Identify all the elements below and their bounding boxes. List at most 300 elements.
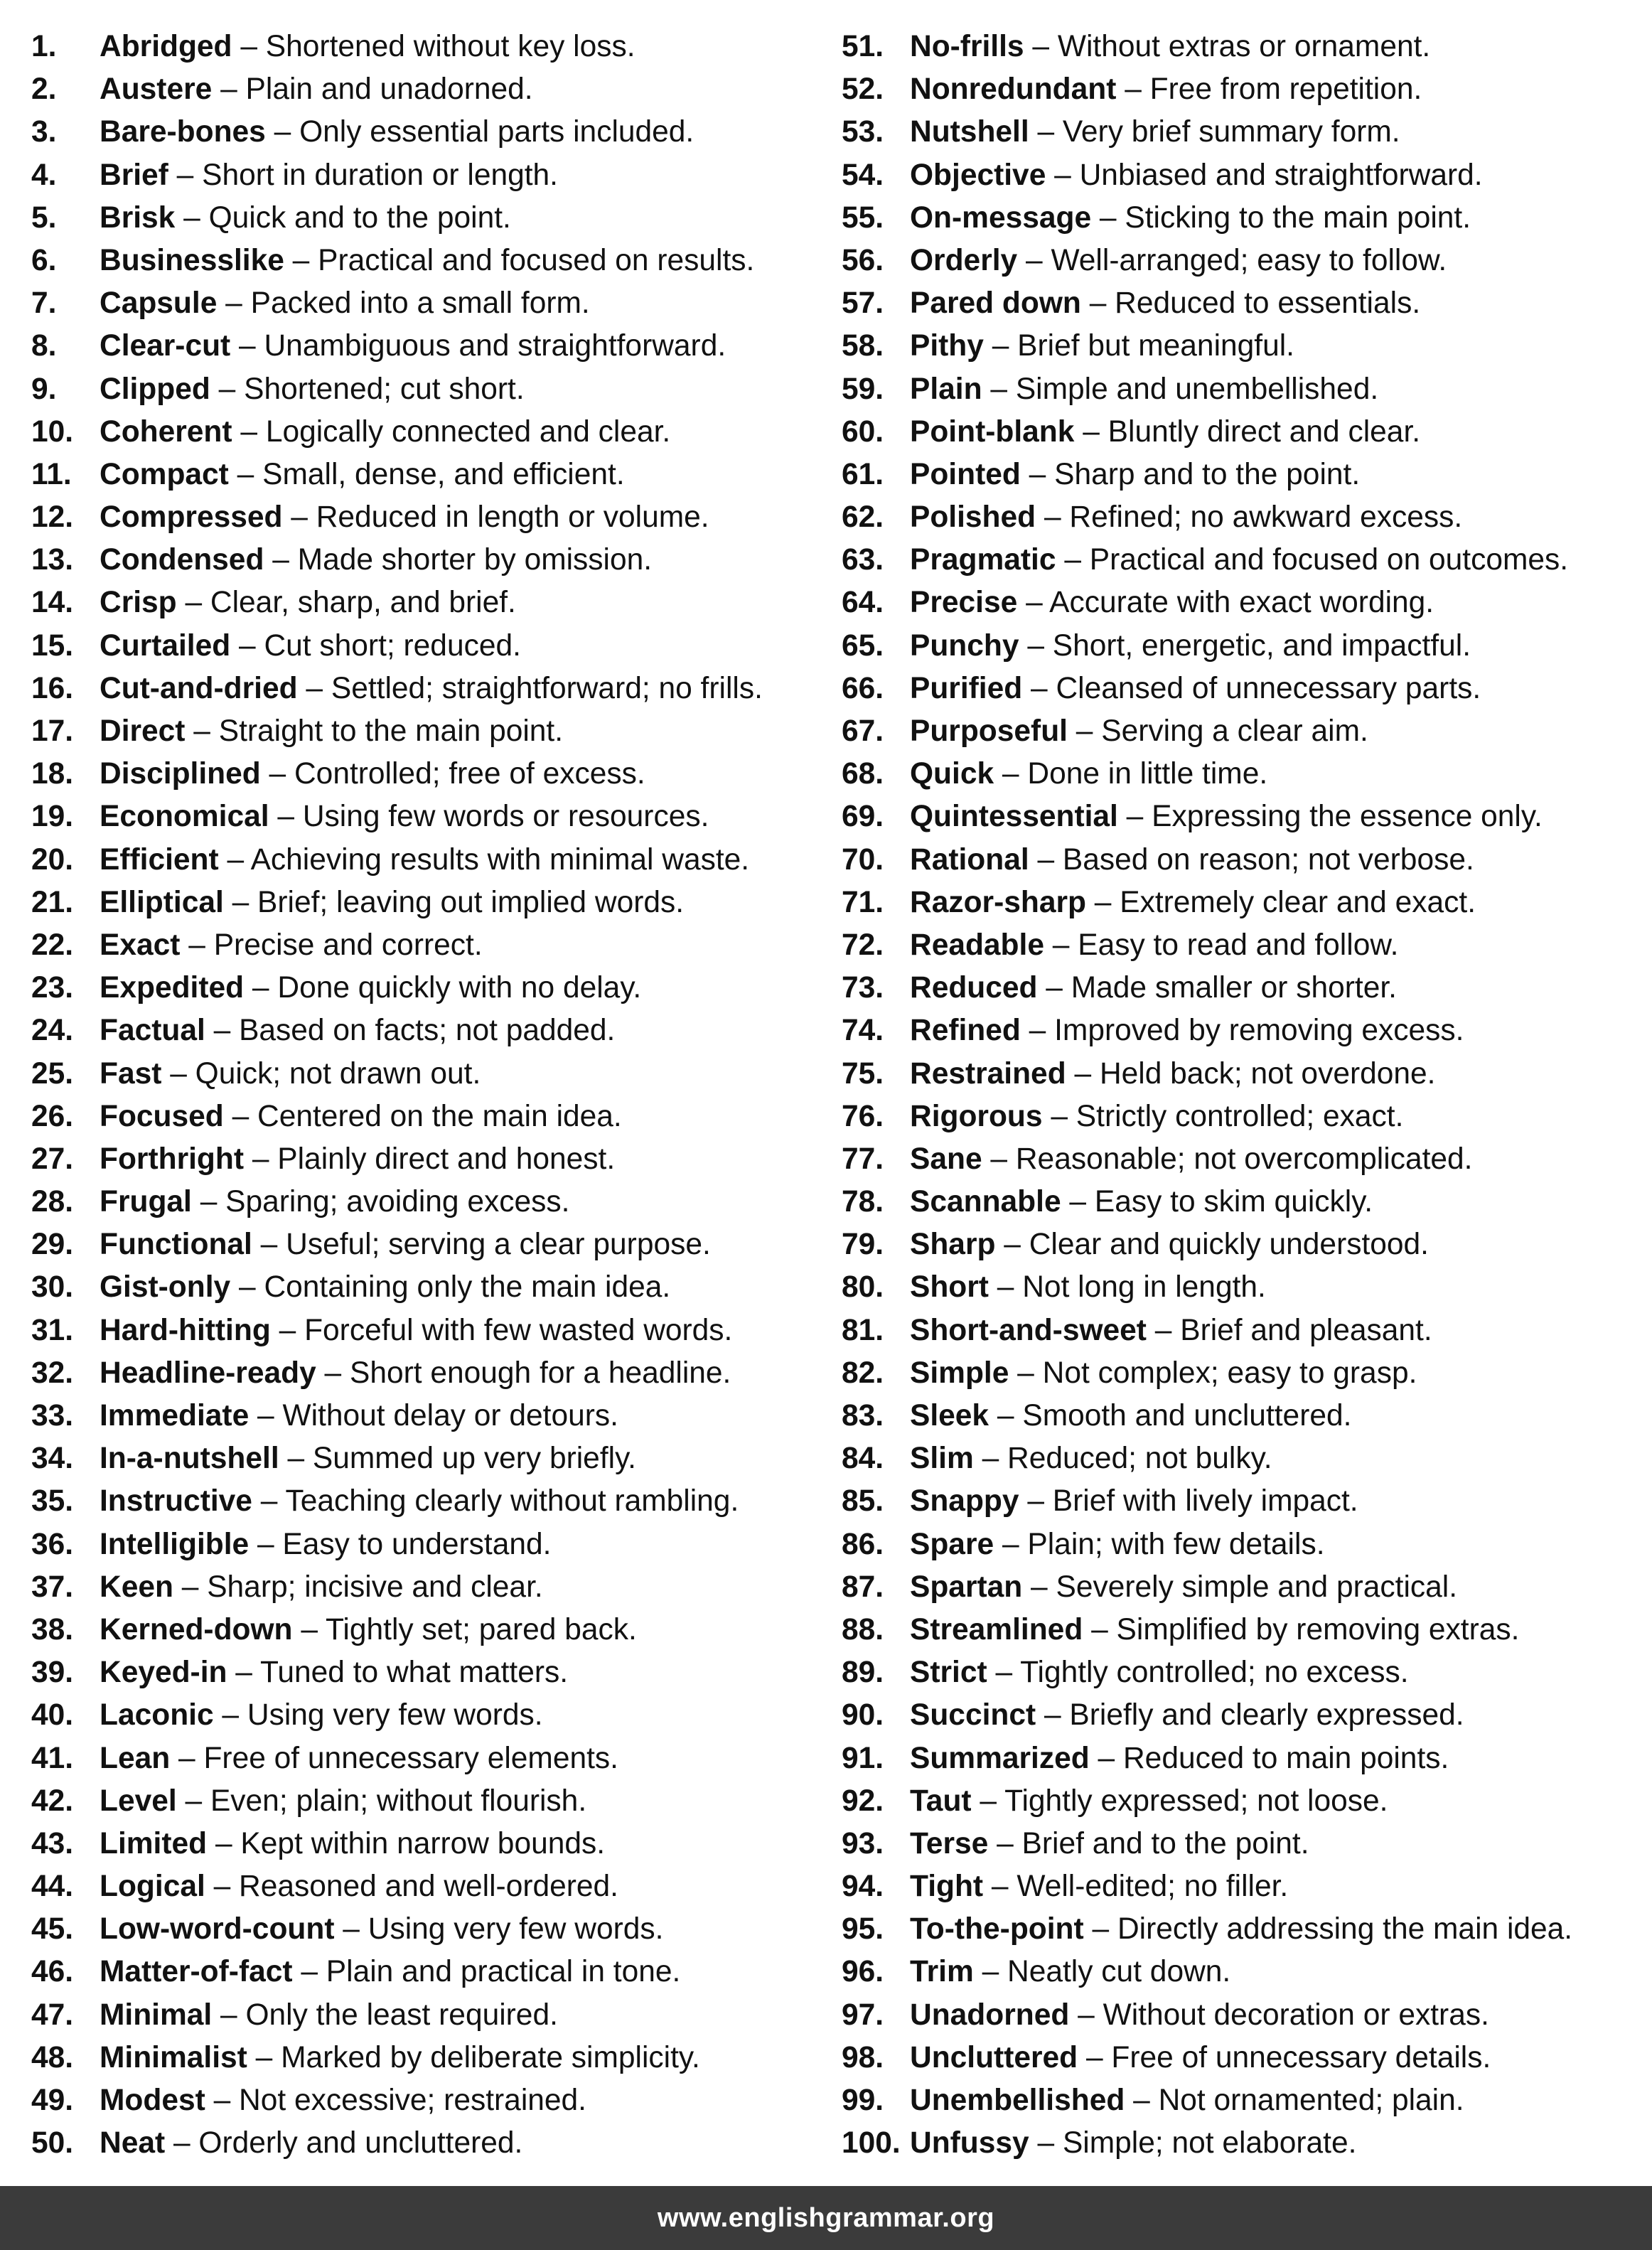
item-separator: – (1031, 1570, 1048, 1604)
item-separator: – (1037, 115, 1055, 149)
item-separator: – (990, 1142, 1008, 1176)
item-number: 50. (31, 2126, 74, 2160)
list-item (31, 882, 827, 924)
item-word: To-the-point (910, 1912, 1084, 1946)
item-word: Punchy (910, 628, 1019, 663)
item-separator: – (185, 1784, 203, 1818)
item-definition: Tightly set; pared back. (326, 1612, 637, 1646)
list-item (842, 1737, 1645, 1780)
item-number: 37. (31, 1570, 74, 1604)
item-separator: – (992, 329, 1009, 363)
item-word: Readable (910, 928, 1044, 962)
item-word: Short (910, 1270, 989, 1305)
list-item (842, 2122, 1645, 2165)
item-separator: – (176, 158, 194, 192)
item-definition: Not excessive; restrained. (239, 2084, 586, 2117)
list-item (842, 411, 1645, 454)
item-definition: Easy to skim quickly. (1094, 1185, 1373, 1219)
item-definition: Orderly and uncluttered. (198, 2126, 523, 2160)
list-item (31, 753, 827, 795)
item-definition: Logically connected and clear. (265, 414, 671, 449)
item-word: Restrained (910, 1056, 1066, 1091)
list-item (842, 496, 1645, 539)
list-item (31, 1823, 827, 1865)
item-word: Keen (100, 1570, 173, 1604)
list-item (842, 26, 1645, 68)
item-definition: Only essential parts included. (299, 115, 694, 149)
item-number: 2. (31, 73, 57, 107)
item-word: Hard-hitting (100, 1313, 271, 1347)
item-definition: Brief with lively impact. (1052, 1484, 1358, 1518)
list-item (842, 1694, 1645, 1737)
item-separator: – (232, 885, 250, 919)
item-word: Plain (910, 372, 982, 406)
list-item (842, 68, 1645, 111)
item-separator: – (1029, 1014, 1046, 1048)
item-word: Coherent (100, 414, 232, 449)
list-item (31, 839, 827, 882)
item-number: 64. (842, 586, 884, 620)
item-number: 55. (842, 200, 884, 235)
list-item (31, 1737, 827, 1780)
item-separator: – (188, 928, 205, 962)
list-item (31, 1395, 827, 1437)
item-word: Purified (910, 671, 1023, 705)
item-definition: Based on reason; not verbose. (1062, 842, 1474, 877)
item-separator: – (213, 1014, 231, 1048)
footer-url[interactable]: www.englishgrammar.org (657, 2202, 995, 2233)
item-separator: – (239, 329, 256, 363)
list-item (31, 1651, 827, 1694)
item-number: 82. (842, 1356, 884, 1390)
item-word: Brisk (100, 200, 176, 235)
item-separator: – (1026, 586, 1043, 620)
item-separator: – (1044, 500, 1061, 535)
item-separator: – (218, 372, 236, 406)
item-number: 46. (31, 1955, 74, 1989)
list-item (31, 582, 827, 624)
word-list-column-right (842, 26, 1645, 2165)
item-word: Disciplined (100, 757, 261, 791)
item-word: Pared down (910, 286, 1081, 321)
item-word: Quick (910, 757, 994, 791)
item-number: 58. (842, 329, 884, 363)
item-separator: – (272, 543, 289, 577)
item-word: Nonredundant (910, 73, 1117, 107)
list-item (31, 454, 827, 496)
list-item (842, 282, 1645, 325)
item-separator: – (178, 1741, 195, 1775)
item-number: 86. (842, 1527, 884, 1561)
item-separator: – (991, 1870, 1009, 1904)
item-definition: Clear, sharp, and brief. (210, 586, 516, 620)
item-word: Elliptical (100, 885, 224, 919)
item-definition: Settled; straightforward; no frills. (331, 671, 763, 705)
item-definition: Made smaller or shorter. (1071, 971, 1397, 1005)
item-definition: Directly addressing the main idea. (1117, 1912, 1573, 1946)
list-item (842, 1823, 1645, 1865)
list-item (842, 625, 1645, 668)
item-number: 34. (31, 1442, 74, 1476)
item-definition: Summed up very briefly. (312, 1442, 636, 1476)
list-item (31, 26, 827, 68)
item-definition: Sharp; incisive and clear. (207, 1570, 543, 1604)
item-number: 23. (31, 971, 74, 1005)
item-word: Limited (100, 1826, 208, 1860)
item-word: Businesslike (100, 243, 284, 277)
word-list-column-left (31, 26, 827, 2165)
list-item (842, 882, 1645, 924)
item-separator: – (240, 414, 257, 449)
item-separator: – (1076, 714, 1093, 748)
item-number: 78. (842, 1185, 884, 1219)
item-number: 84. (842, 1442, 884, 1476)
item-separator: – (287, 1442, 305, 1476)
item-separator: – (1051, 1099, 1068, 1133)
item-number: 57. (842, 286, 884, 321)
item-number: 56. (842, 243, 884, 277)
item-separator: – (252, 1142, 269, 1176)
item-definition: Based on facts; not padded. (239, 1014, 616, 1048)
item-separator: – (1094, 885, 1112, 919)
item-definition: Tightly controlled; no excess. (1020, 1656, 1409, 1690)
item-word: Functional (100, 1228, 252, 1262)
item-number: 6. (31, 243, 57, 277)
item-number: 63. (842, 543, 884, 577)
item-number: 49. (31, 2084, 74, 2117)
item-separator: – (1044, 1698, 1061, 1732)
item-number: 28. (31, 1185, 74, 1219)
item-word: Level (100, 1784, 177, 1818)
item-number: 42. (31, 1784, 74, 1818)
list-item (31, 154, 827, 197)
item-definition: Smooth and uncluttered. (1022, 1399, 1352, 1432)
item-number: 99. (842, 2084, 884, 2117)
item-number: 89. (842, 1656, 884, 1690)
item-definition: Unambiguous and straightforward. (264, 329, 726, 363)
item-word: Purposeful (910, 714, 1068, 748)
item-separator: – (277, 800, 294, 834)
item-definition: Tightly expressed; not loose. (1004, 1784, 1388, 1818)
item-separator: – (260, 1484, 278, 1518)
item-word: Expedited (100, 971, 245, 1005)
list-item (31, 668, 827, 710)
item-definition: Sparing; avoiding excess. (225, 1185, 570, 1219)
item-number: 38. (31, 1612, 74, 1646)
item-word: Simple (910, 1356, 1009, 1390)
item-word: Pragmatic (910, 543, 1056, 577)
item-definition: Shortened without key loss. (265, 30, 635, 63)
item-number: 98. (842, 2040, 884, 2074)
item-definition: Made shorter by omission. (297, 543, 653, 577)
item-word: Polished (910, 500, 1036, 535)
item-word: Brief (100, 158, 168, 192)
list-item (31, 1095, 827, 1138)
item-word: Spartan (910, 1570, 1023, 1604)
item-word: Sane (910, 1142, 982, 1176)
list-item (31, 1780, 827, 1823)
item-number: 51. (842, 30, 884, 63)
item-number: 1. (31, 30, 57, 63)
list-item (31, 197, 827, 240)
item-number: 30. (31, 1270, 74, 1305)
list-item (31, 1223, 827, 1266)
item-definition: Done quickly with no delay. (277, 971, 642, 1005)
item-word: Frugal (100, 1185, 192, 1219)
item-separator: – (193, 714, 210, 748)
item-word: Snappy (910, 1484, 1019, 1518)
item-separator: – (200, 1185, 218, 1219)
item-number: 24. (31, 1014, 74, 1048)
item-number: 11. (31, 457, 72, 491)
list-item (842, 1181, 1645, 1223)
list-item (31, 368, 827, 411)
item-number: 60. (842, 414, 884, 449)
item-word: Factual (100, 1014, 205, 1048)
item-separator: – (1027, 1484, 1044, 1518)
list-item (842, 154, 1645, 197)
item-word: Pithy (910, 329, 984, 363)
item-word: Economical (100, 800, 269, 834)
item-number: 59. (842, 372, 884, 406)
item-number: 68. (842, 757, 884, 791)
item-number: 67. (842, 714, 884, 748)
item-separator: – (1078, 1998, 1095, 2032)
item-number: 36. (31, 1527, 74, 1561)
item-number: 61. (842, 457, 884, 491)
item-number: 21. (31, 885, 74, 919)
item-definition: Refined; no awkward excess. (1069, 500, 1463, 535)
list-item (31, 710, 827, 753)
item-number: 31. (31, 1313, 74, 1347)
item-number: 92. (842, 1784, 884, 1818)
item-number: 44. (31, 1870, 74, 1904)
item-definition: Straight to the main point. (218, 714, 564, 748)
item-definition: Kept within narrow bounds. (240, 1826, 606, 1860)
item-separator: – (1091, 1612, 1108, 1646)
list-item (31, 325, 827, 368)
item-separator: – (1004, 1228, 1021, 1262)
item-word: Logical (100, 1870, 205, 1904)
list-item (842, 197, 1645, 240)
item-word: Precise (910, 586, 1018, 620)
list-item (31, 1309, 827, 1352)
item-definition: Small, dense, and efficient. (262, 457, 625, 491)
item-separator: – (235, 1656, 252, 1690)
item-word: Objective (910, 158, 1046, 192)
item-definition: Easy to understand. (282, 1527, 552, 1561)
item-separator: – (1133, 2084, 1150, 2117)
list-item (842, 967, 1645, 1009)
item-number: 81. (842, 1313, 884, 1347)
item-definition: Centered on the main idea. (257, 1099, 622, 1133)
list-item (842, 1095, 1645, 1138)
item-separator: – (173, 2126, 191, 2160)
item-number: 71. (842, 885, 884, 919)
item-number: 53. (842, 115, 884, 149)
item-definition: Marked by deliberate simplicity. (281, 2040, 700, 2074)
item-separator: – (1029, 457, 1046, 491)
item-word: Tight (910, 1870, 984, 1904)
item-definition: Using few words or resources. (302, 800, 709, 834)
item-word: Strict (910, 1656, 987, 1690)
item-number: 90. (842, 1698, 884, 1732)
item-definition: Clear and quickly understood. (1029, 1228, 1429, 1262)
item-word: Instructive (100, 1484, 252, 1518)
item-definition: Neatly cut down. (1007, 1955, 1231, 1989)
item-word: Reduced (910, 971, 1038, 1005)
item-number: 29. (31, 1228, 74, 1262)
list-item (842, 325, 1645, 368)
item-definition: Free of unnecessary details. (1111, 2040, 1491, 2074)
item-separator: – (1064, 543, 1081, 577)
item-word: Scannable (910, 1185, 1061, 1219)
list-item (842, 668, 1645, 710)
item-word: Compressed (100, 500, 283, 535)
item-definition: Expressing the essence only. (1152, 800, 1543, 834)
item-word: Unadorned (910, 1998, 1070, 2032)
item-separator: – (324, 1356, 342, 1390)
item-definition: Brief but meaningful. (1017, 329, 1294, 363)
item-separator: – (1002, 757, 1019, 791)
list-item (31, 1566, 827, 1609)
list-item (31, 1480, 827, 1523)
item-word: Compact (100, 457, 229, 491)
item-word: Austere (100, 73, 213, 107)
item-word: Matter-of-fact (100, 1955, 293, 1989)
item-definition: Only the least required. (245, 1998, 558, 2032)
item-separator: – (990, 372, 1008, 406)
item-separator: – (301, 1612, 318, 1646)
item-definition: Well-edited; no filler. (1017, 1870, 1289, 1904)
item-word: Low-word-count (100, 1912, 335, 1946)
item-definition: Sticking to the main point. (1125, 200, 1471, 235)
item-separator: – (1031, 671, 1048, 705)
list-item (842, 1566, 1645, 1609)
list-item (842, 1437, 1645, 1480)
item-number: 19. (31, 800, 74, 834)
item-separator: – (997, 1826, 1014, 1860)
list-item (31, 967, 827, 1009)
item-word: No-frills (910, 30, 1024, 63)
item-definition: Tuned to what matters. (259, 1656, 569, 1690)
item-definition: Cleansed of unnecessary parts. (1056, 671, 1481, 705)
item-word: Minimal (100, 1998, 213, 2032)
list-item (842, 1138, 1645, 1181)
list-item (842, 1352, 1645, 1395)
list-item (31, 795, 827, 838)
item-number: 15. (31, 628, 74, 663)
item-word: In-a-nutshell (100, 1442, 279, 1476)
item-word: Focused (100, 1099, 224, 1133)
item-separator: – (239, 628, 256, 663)
item-number: 22. (31, 928, 74, 962)
list-item (842, 454, 1645, 496)
footer-bar (0, 2186, 1652, 2250)
item-separator: – (170, 1056, 187, 1091)
list-item (31, 1609, 827, 1651)
item-definition: Not complex; easy to grasp. (1042, 1356, 1417, 1390)
list-item (842, 539, 1645, 582)
item-definition: Quick and to the point. (208, 200, 511, 235)
item-definition: Using very few words. (368, 1912, 664, 1946)
item-number: 77. (842, 1142, 884, 1176)
item-separator: – (306, 671, 323, 705)
item-definition: Plainly direct and honest. (277, 1142, 616, 1176)
item-definition: Quick; not drawn out. (195, 1056, 481, 1091)
item-definition: Severely simple and practical. (1056, 1570, 1458, 1604)
item-separator: – (227, 842, 245, 877)
list-item (31, 1865, 827, 1908)
item-number: 88. (842, 1612, 884, 1646)
list-item (842, 582, 1645, 624)
item-definition: Brief; leaving out implied words. (257, 885, 685, 919)
item-number: 87. (842, 1570, 884, 1604)
item-separator: – (292, 243, 310, 277)
item-definition: Simple and unembellished. (1015, 372, 1379, 406)
item-word: Spare (910, 1527, 994, 1561)
item-definition: Free from repetition. (1149, 73, 1422, 107)
item-separator: – (1046, 971, 1063, 1005)
item-number: 33. (31, 1399, 74, 1432)
item-definition: Sharp and to the point. (1054, 457, 1361, 491)
item-word: Capsule (100, 286, 218, 321)
list-item (842, 368, 1645, 411)
item-number: 8. (31, 329, 57, 363)
item-number: 41. (31, 1741, 74, 1775)
item-definition: Bluntly direct and clear. (1107, 414, 1421, 449)
item-number: 70. (842, 842, 884, 877)
item-definition: Reduced to main points. (1122, 1741, 1449, 1775)
list-item (842, 839, 1645, 882)
item-number: 13. (31, 543, 74, 577)
item-number: 75. (842, 1056, 884, 1091)
item-word: Fast (100, 1056, 162, 1091)
list-item (842, 1994, 1645, 2037)
item-word: Neat (100, 2126, 166, 2160)
item-number: 16. (31, 671, 74, 705)
item-definition: Strictly controlled; exact. (1076, 1099, 1404, 1133)
item-number: 7. (31, 286, 57, 321)
item-separator: – (1154, 1313, 1172, 1347)
list-item (842, 1480, 1645, 1523)
list-item (842, 1609, 1645, 1651)
item-word: Taut (910, 1784, 972, 1818)
item-word: Forthright (100, 1142, 244, 1176)
item-word: Rational (910, 842, 1029, 877)
item-separator: – (1083, 414, 1100, 449)
list-item (842, 1951, 1645, 1993)
item-word: Efficient (100, 842, 219, 877)
item-number: 72. (842, 928, 884, 962)
item-separator: – (980, 1784, 997, 1818)
item-word: Minimalist (100, 2040, 247, 2074)
item-number: 18. (31, 757, 74, 791)
item-number: 97. (842, 1998, 884, 2032)
item-separator: – (1032, 30, 1050, 63)
item-separator: – (997, 1399, 1014, 1432)
list-item (842, 2037, 1645, 2079)
item-word: Pointed (910, 457, 1021, 491)
item-number: 43. (31, 1826, 74, 1860)
item-definition: Precise and correct. (213, 928, 483, 962)
item-definition: Reduced; not bulky. (1007, 1442, 1272, 1476)
item-definition: Reduced to essentials. (1115, 286, 1421, 321)
item-separator: – (239, 1270, 256, 1305)
item-separator: – (213, 1870, 231, 1904)
item-definition: Unbiased and straightforward. (1079, 158, 1483, 192)
item-word: Cut-and-dried (100, 671, 298, 705)
